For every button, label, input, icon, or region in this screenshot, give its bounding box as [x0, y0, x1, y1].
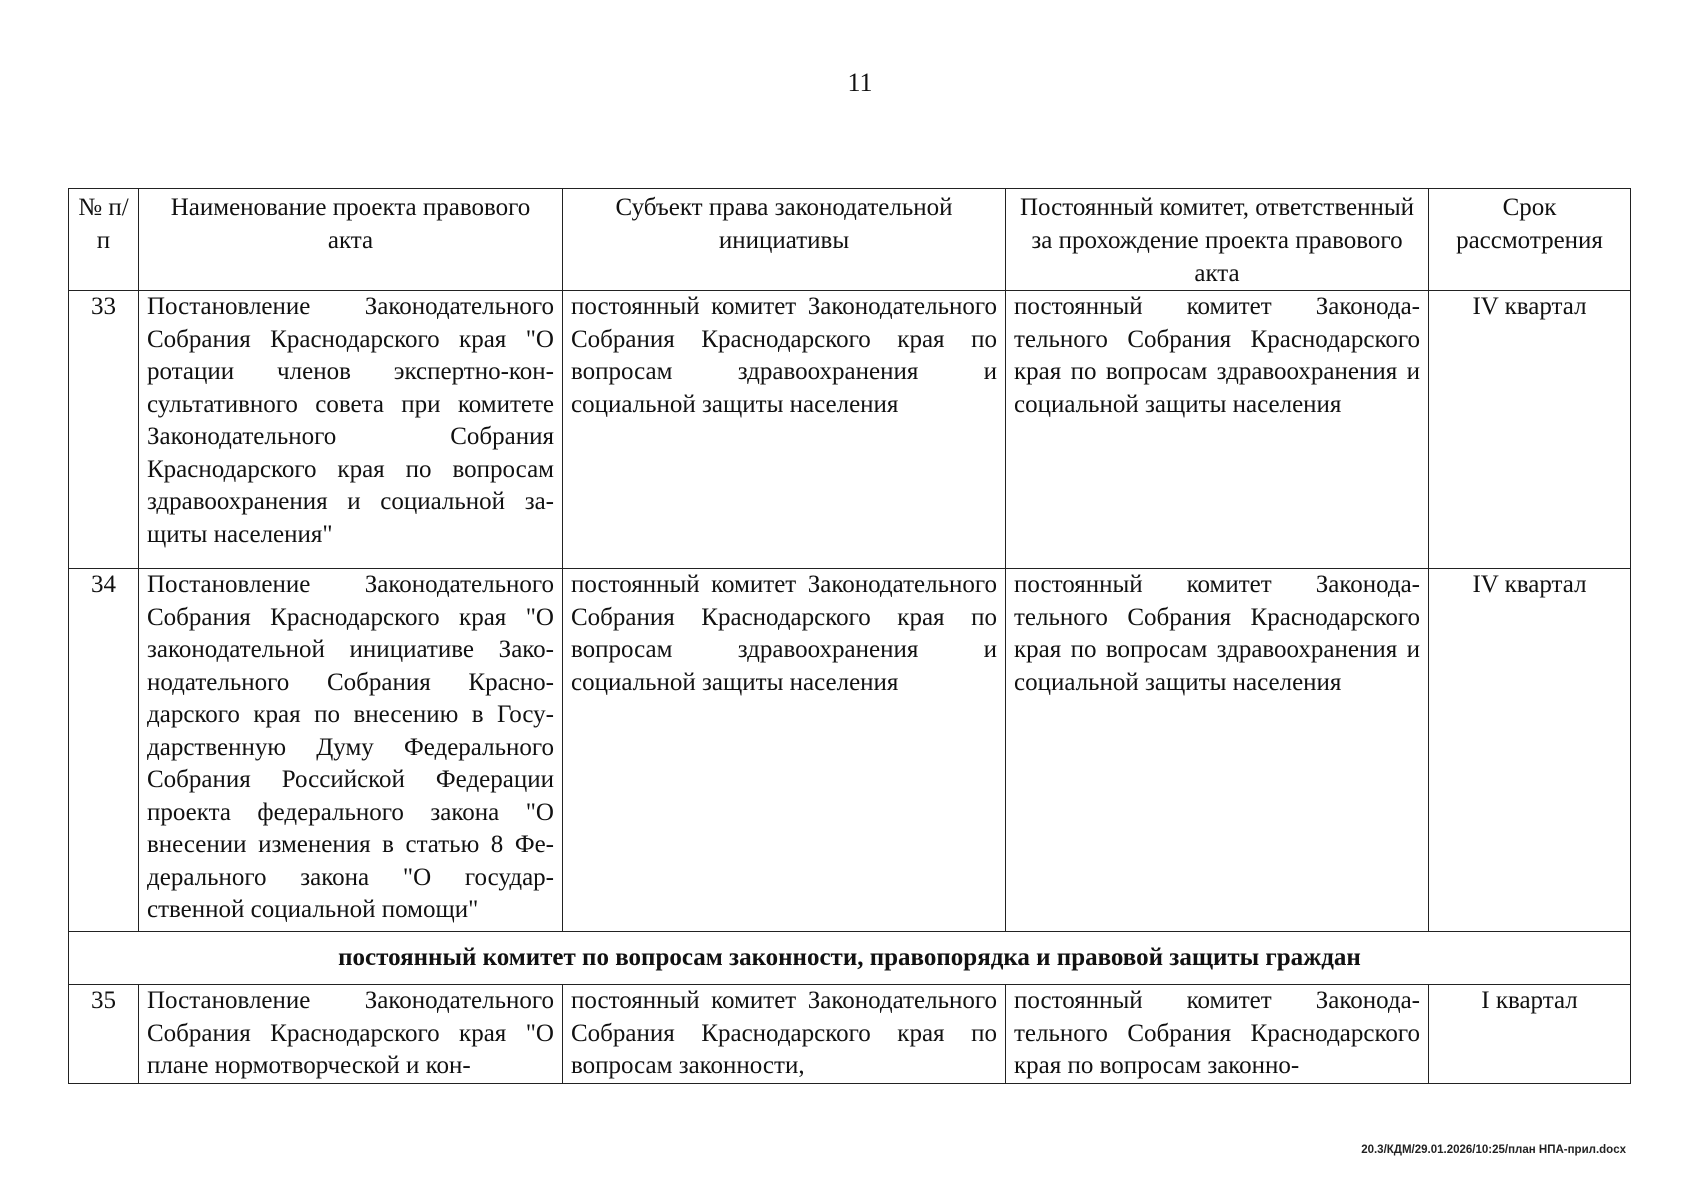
page-number: 11 [847, 68, 873, 97]
header-name: Наименование проекта правового акта [139, 189, 563, 291]
header-subject: Субъект права законодательной инициативы [563, 189, 1006, 291]
header-num: № п/п [69, 189, 139, 291]
initiative-subject: постоянный комитет Законодательного Собрания Краснодарского края по вопросам здравоохранения и социальной защиты населения [563, 569, 1006, 932]
row-number: 35 [69, 985, 139, 1084]
review-term: IV квартал [1429, 569, 1631, 932]
act-name: Постановление Законодательного Собрания Краснодарского края "О законодательной инициативе Законодательного Собрания Краснодарского края по внесению в Государственную Думу Федерального Собрания Российской Федерации проекта федерального закона "О внесении изменения в статью 8 Федерального закона "О государственной социальной помощи" [139, 569, 563, 932]
legislative-plan-table [68, 188, 1631, 1084]
act-name: Постановление Законодательного Собрания Краснодарского края "О ротации членов экспертно-консультативного совета при комитете Законодательного Собрания Краснодарского края по вопросам здравоохранения и социальной защиты населения" [139, 291, 563, 569]
section-title: постоянный комитет по вопросам законности, правопорядка и правовой защиты граждан [69, 932, 1631, 985]
responsible-committee: постоянный комитет Законодательного Собрания Краснодарского края по вопросам законно- [1006, 985, 1429, 1084]
header-term: Срок рассмотрения [1429, 189, 1631, 291]
act-name: Постановление Законодательного Собрания Краснодарского края "О плане нормотворческой и кон- [139, 985, 563, 1084]
row-number: 33 [69, 291, 139, 569]
table-row [69, 291, 1631, 569]
table-header-row [69, 189, 1631, 291]
section-row [69, 932, 1631, 985]
header-committee: Постоянный комитет, ответственный за прохождение проекта правового акта [1006, 189, 1429, 291]
document-file-stamp: 20.3/КДМ/29.01.2026/10:25/план НПА-прил.docx [1361, 1144, 1626, 1156]
review-term: I квартал [1429, 985, 1631, 1084]
row-number: 34 [69, 569, 139, 932]
responsible-committee: постоянный комитет Законодательного Собрания Краснодарского края по вопросам здравоохранения и социальной защиты населения [1006, 569, 1429, 932]
responsible-committee: постоянный комитет Законодательного Собрания Краснодарского края по вопросам здравоохранения и социальной защиты населения [1006, 291, 1429, 569]
table-row [69, 569, 1631, 932]
initiative-subject: постоянный комитет Законодательного Собрания Краснодарского края по вопросам законности, [563, 985, 1006, 1084]
initiative-subject: постоянный комитет Законодательного Собрания Краснодарского края по вопросам здравоохранения и социальной защиты населения [563, 291, 1006, 569]
table-row [69, 985, 1631, 1084]
review-term: IV квартал [1429, 291, 1631, 569]
